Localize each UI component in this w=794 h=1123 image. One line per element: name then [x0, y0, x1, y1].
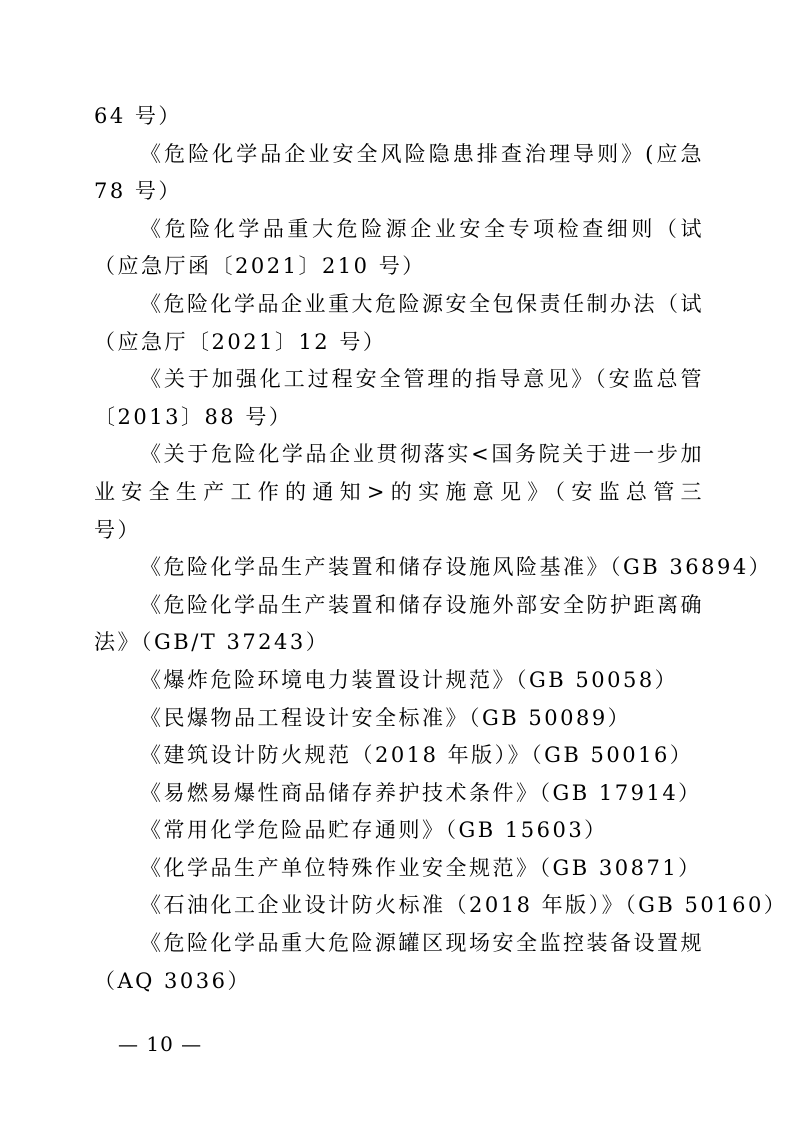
reference-item: 《石油化工企业设计防火标准（2018 年版）》（GB 50160） [140, 893, 788, 918]
reference-item: 《民爆物品工程设计安全标准》（GB 50089） [140, 705, 632, 730]
text-line-continuation: 〔2013〕88 号） [94, 404, 293, 429]
reference-item: 《危险化学品生产装置和储存设施风险基准》（GB 36894） [140, 555, 773, 580]
reference-item: 《常用化学危险品贮存通则》（GB 15603） [140, 818, 608, 843]
reference-list [94, 98, 788, 1000]
text-line-continuation: 64 号） [94, 104, 182, 128]
reference-item-start: 《关于加强化工过程安全管理的指导意见》（安监总管 [140, 367, 704, 392]
reference-item-start: 《危险化学品生产装置和储存设施外部安全防护距离确 [140, 592, 704, 617]
reference-item-start: 《危险化学品企业重大危险源安全包保责任制办法（试 [140, 291, 704, 316]
reference-item-start: 《危险化学品重大危险源罐区现场安全监控装备设置规 [140, 931, 704, 956]
reference-item: 《爆炸危险环境电力装置设计规范》（GB 50058） [140, 667, 679, 692]
text-line-continuation: 78 号） [94, 179, 182, 204]
text-line-continuation: 业安全生产工作的通知>的实施意见》（安监总管三 [94, 479, 704, 504]
text-line-continuation: 法》（GB/T 37243） [94, 630, 330, 655]
text-line-continuation: （应急厅函〔2021〕210 号） [94, 254, 426, 279]
text-line-continuation: 号） [94, 517, 141, 542]
reference-item-start: 《关于危险化学品企业贯彻落实<国务院关于进一步加 [140, 442, 704, 467]
text-line-continuation: （应急厅〔2021〕12 号） [94, 329, 387, 354]
reference-item: 《易燃易爆性商品储存养护技术条件》（GB 17914） [140, 780, 702, 805]
reference-item-start: 《危险化学品企业安全风险隐患排查治理导则》(应急 [140, 141, 704, 166]
page-number: — 10 — [118, 1032, 203, 1056]
reference-item: 《建筑设计防火规范（2018 年版）》（GB 50016） [140, 743, 694, 768]
reference-item: 《化学品生产单位特殊作业安全规范》（GB 30871） [140, 855, 702, 880]
reference-item-start: 《危险化学品重大危险源企业安全专项检查细则（试 [140, 216, 704, 241]
text-line-continuation: （AQ 3036） [94, 968, 252, 993]
